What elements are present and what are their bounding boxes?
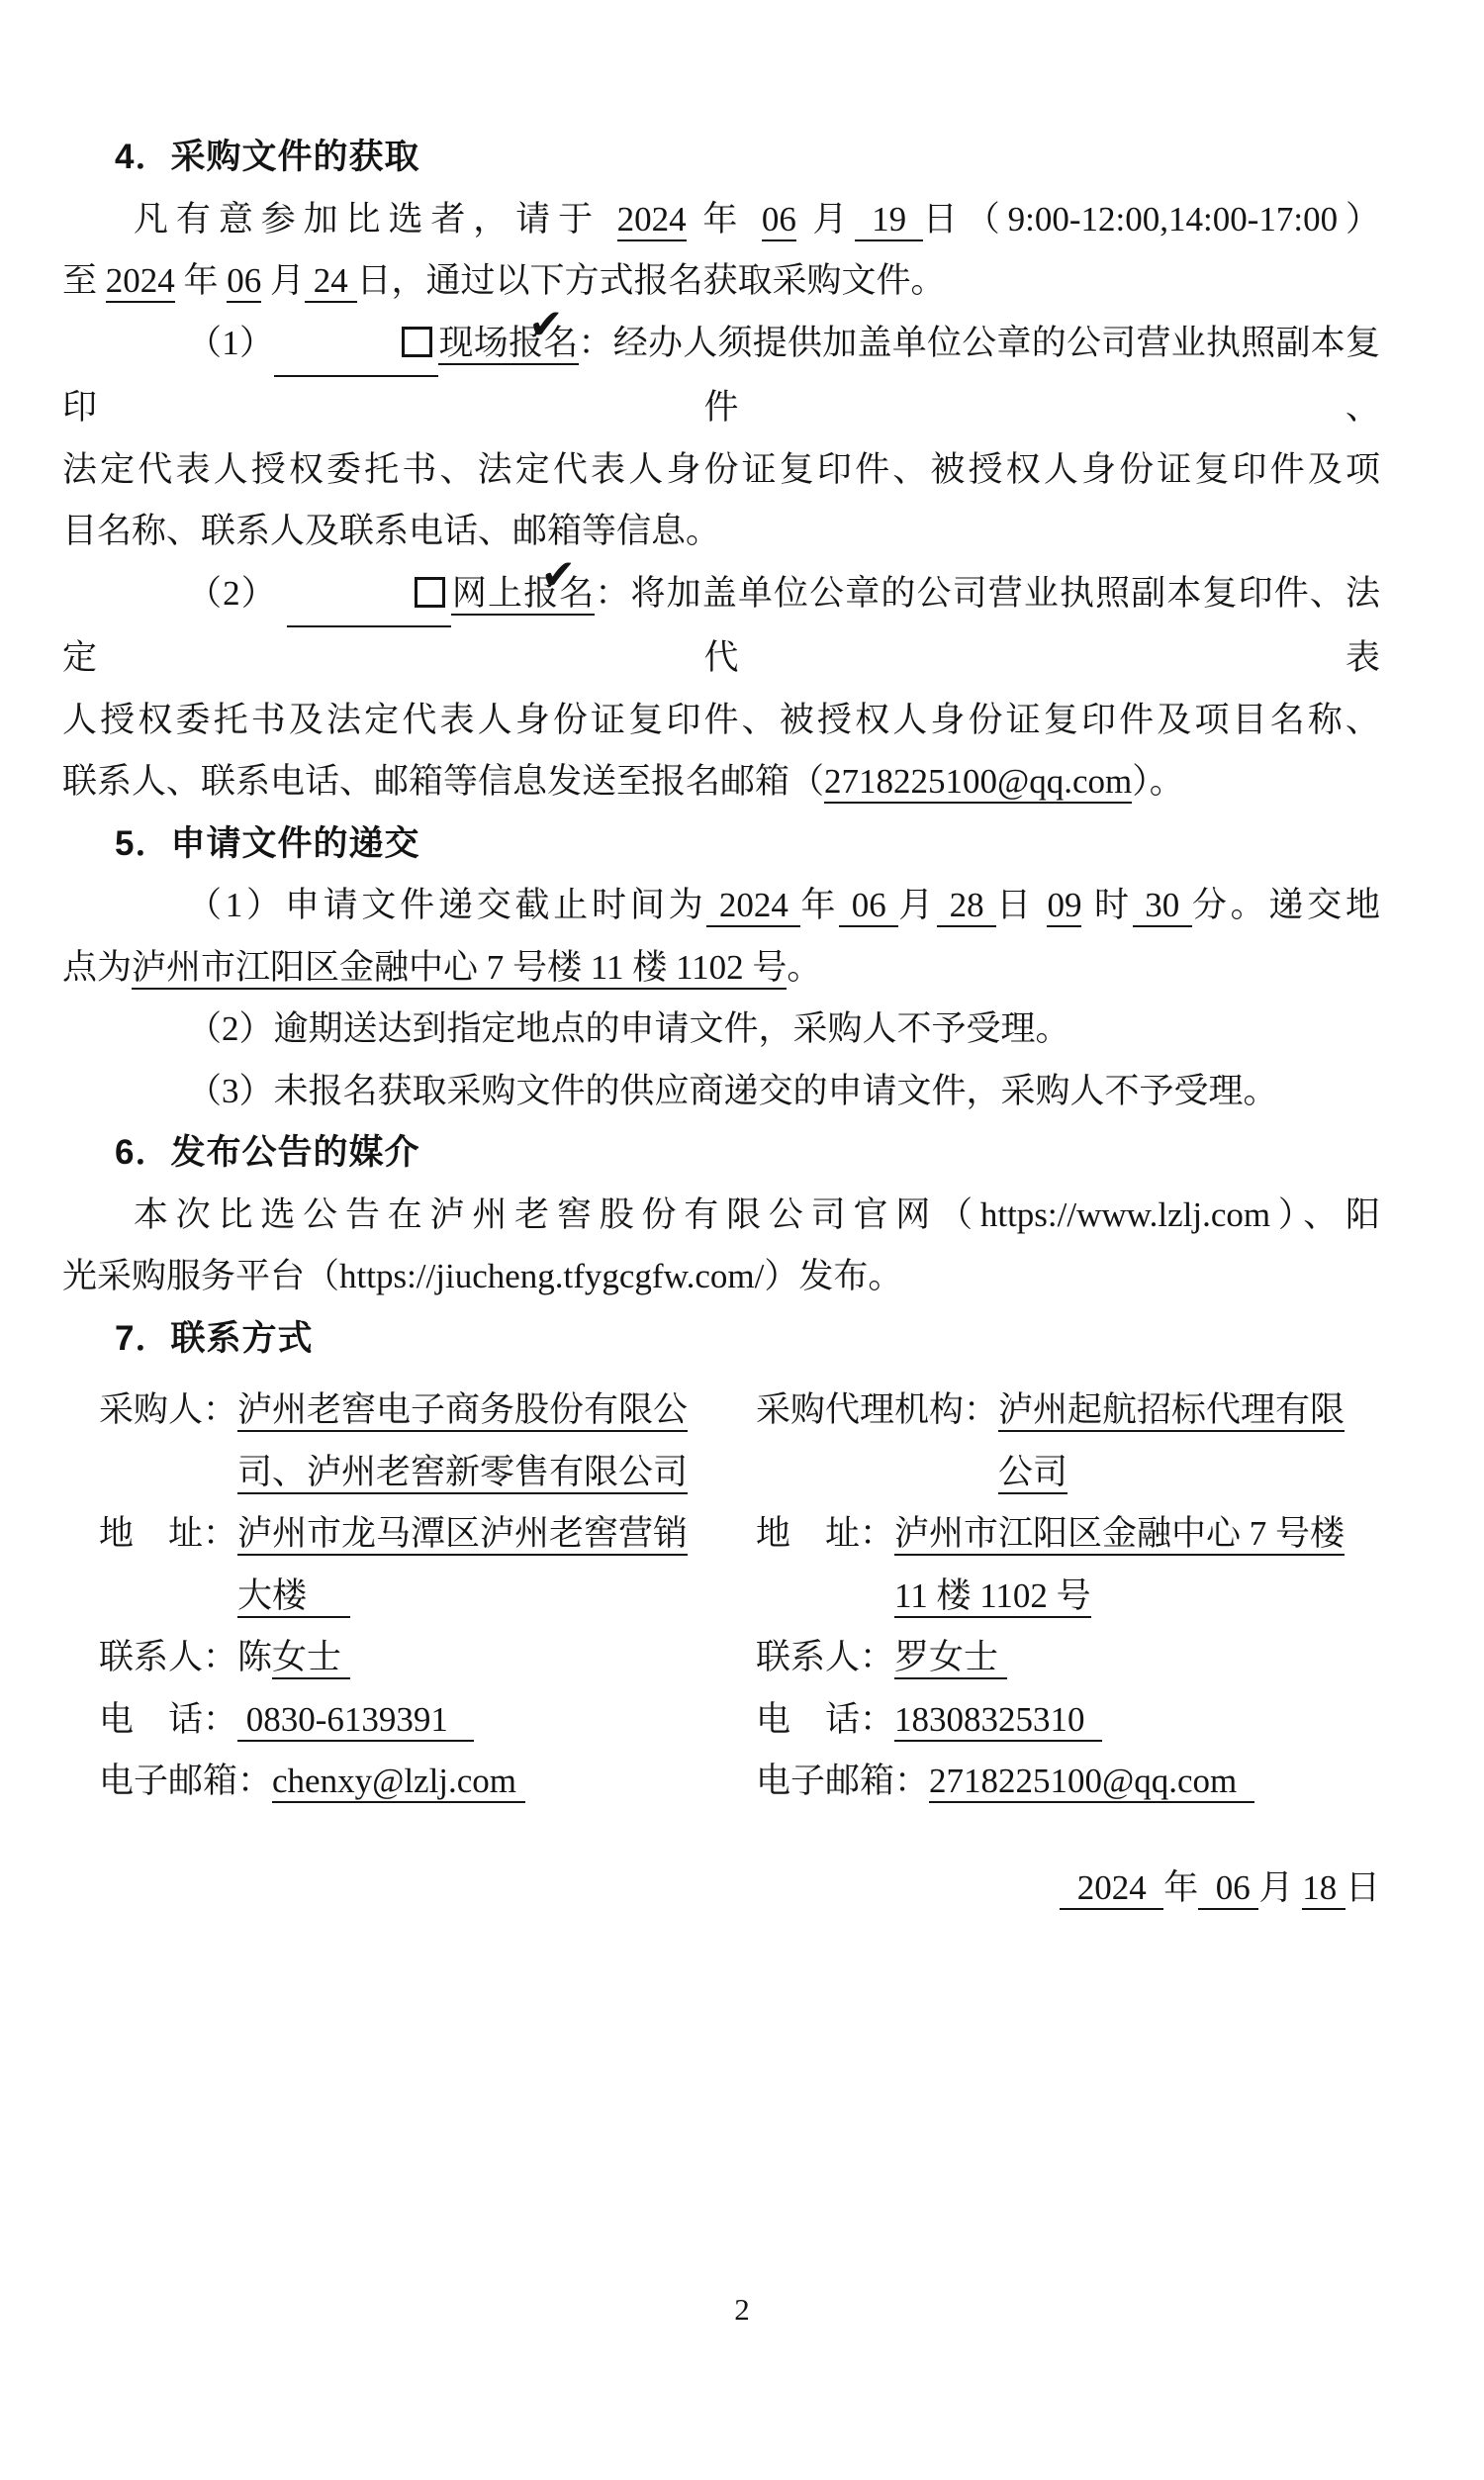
text-segment: 2718225100@qq.com <box>929 1762 1254 1803</box>
text-segment: 凡有意参加比选者，请于 <box>134 199 617 238</box>
text-segment: 联系人、联系电话、邮箱等信息发送至报名邮箱（ <box>62 762 825 801</box>
text-segment: 女士 <box>272 1638 350 1679</box>
text-segment: 目名称、联系人及联系电话、邮箱等信息。 <box>62 512 721 550</box>
text-segment: 月 <box>261 261 306 300</box>
contact-label: 地 址： <box>756 1514 895 1553</box>
text-segment: 司、泸州老窖新零售有限公司 <box>237 1453 688 1494</box>
doc-line <box>62 439 1380 502</box>
contact-value-line <box>237 1503 756 1566</box>
text-segment: 2024 <box>617 200 687 241</box>
text-segment: 7．联系方式 <box>115 1318 314 1358</box>
text-segment: 人授权委托书及法定代表人身份证复印件、被授权人身份证复印件及项目名称、 <box>62 700 1380 739</box>
text-segment: （2） <box>187 573 287 613</box>
doc-line <box>62 937 1380 1000</box>
checked-checkbox-icon <box>274 313 438 378</box>
contact-value-line <box>272 1751 756 1813</box>
text-segment: 11 楼 1102 号 <box>894 1576 1091 1618</box>
text-segment: 2024 <box>706 886 800 927</box>
contact-row <box>99 1380 756 1503</box>
contact-value-line <box>894 1566 1380 1628</box>
text-segment: 公司 <box>998 1453 1067 1494</box>
contact-value <box>237 1689 756 1752</box>
contact-value-line <box>237 1689 756 1752</box>
text-segment: 06 <box>227 261 261 303</box>
doc-line <box>62 690 1380 752</box>
text-segment: 月 <box>898 886 938 924</box>
doc-line <box>62 501 1380 563</box>
section-heading <box>62 127 1380 189</box>
text-segment: 陈 <box>237 1638 273 1676</box>
contact-value <box>894 1627 1380 1689</box>
text-segment: 09 <box>1047 886 1081 927</box>
text-segment: 0830-6139391 <box>237 1700 474 1742</box>
contact-label: 电 话： <box>756 1699 895 1739</box>
text-segment: 18 <box>1302 1868 1345 1910</box>
contact-value-line <box>237 1380 756 1442</box>
text-segment: 4．采购文件的获取 <box>115 138 420 176</box>
text-segment: 18308325310 <box>894 1700 1102 1742</box>
text-segment: 网上报名 <box>451 574 596 616</box>
text-segment: 法定代表人授权委托书、法定代表人身份证复印件、被授权人身份证复印件及项 <box>62 449 1380 489</box>
doc-line <box>62 250 1380 313</box>
text-segment: 年 <box>174 261 228 300</box>
contact-column-agency <box>756 1380 1380 1813</box>
contact-value-line <box>894 1627 1380 1689</box>
text-segment: （1） <box>187 323 275 362</box>
contact-value-line <box>237 1627 756 1689</box>
text-segment: 。 <box>787 947 822 987</box>
contact-row <box>756 1380 1380 1503</box>
contact-value <box>237 1503 756 1627</box>
text-segment: 2024 <box>1060 1868 1163 1910</box>
contact-value-line <box>237 1566 756 1628</box>
doc-line <box>62 1246 1380 1308</box>
doc-line <box>62 999 1380 1061</box>
text-segment: 日，通过以下方式报名获取采购文件。 <box>356 261 946 300</box>
contact-label: 采购人： <box>99 1390 238 1429</box>
section-heading <box>62 1122 1380 1185</box>
text-segment: 06 <box>839 886 898 927</box>
doc-line <box>62 1061 1380 1123</box>
document-body <box>62 127 1380 1370</box>
text-segment: 泸州市江阳区金融中心 7 号楼 <box>894 1514 1345 1556</box>
contact-label: 地 址： <box>99 1514 238 1553</box>
checked-checkbox-icon <box>287 563 451 628</box>
text-segment: 06 <box>1198 1868 1258 1910</box>
contact-info-grid <box>99 1380 1380 1813</box>
text-segment: 年 <box>1163 1867 1199 1907</box>
contact-value <box>929 1751 1380 1813</box>
contact-row <box>99 1627 756 1689</box>
page-number: 2 <box>734 2292 750 2327</box>
contact-value <box>272 1751 756 1813</box>
doc-line <box>62 1185 1380 1247</box>
contact-label: 联系人： <box>756 1638 895 1676</box>
contact-value-line <box>998 1380 1380 1442</box>
text-segment: 5．申请文件的递交 <box>115 823 420 863</box>
text-segment: 年 <box>800 886 840 924</box>
contact-value <box>894 1689 1380 1752</box>
text-segment: （3）未报名获取采购文件的供应商递交的申请文件，采购人不予受理。 <box>187 1071 1278 1110</box>
text-segment: （2）逾期送达到指定地点的申请文件，采购人不予受理。 <box>187 1009 1070 1048</box>
text-segment: 2718225100@qq.com <box>824 762 1132 804</box>
contact-value-line <box>894 1503 1380 1566</box>
contact-row <box>756 1751 1380 1813</box>
contact-value <box>998 1380 1380 1503</box>
text-segment: 28 <box>937 886 996 927</box>
contact-column-purchaser <box>99 1380 756 1813</box>
contact-label: 采购代理机构： <box>756 1390 999 1429</box>
text-segment: 泸州起航招标代理有限 <box>998 1390 1345 1432</box>
text-segment: 24 <box>305 261 357 303</box>
text-segment: chenxy@lzlj.com <box>272 1762 525 1803</box>
doc-line <box>62 189 1380 251</box>
contact-label: 电子邮箱： <box>99 1762 273 1800</box>
section-heading <box>62 813 1380 876</box>
text-segment: 至 <box>62 261 106 300</box>
contact-row <box>99 1503 756 1627</box>
text-segment: 本次比选公告在泸州老窖股份有限公司官网（https://www.lzlj.com）、阳 <box>134 1194 1380 1234</box>
contact-value <box>237 1627 756 1689</box>
text-segment: （1）申请文件递交截止时间为 <box>187 886 707 924</box>
section-heading <box>62 1308 1380 1371</box>
contact-value-line <box>929 1751 1380 1813</box>
text-segment: 分。递交地 <box>1191 886 1380 924</box>
contact-row <box>99 1689 756 1752</box>
text-segment: 罗女士 <box>894 1638 1007 1679</box>
text-segment: 月 <box>1258 1867 1303 1907</box>
contact-value <box>237 1380 756 1503</box>
contact-value-line <box>998 1442 1380 1504</box>
text-segment: 大楼 <box>237 1576 350 1618</box>
text-segment: 30 <box>1133 886 1192 927</box>
text-segment: 日（9:00-12:00,14:00-17:00） <box>922 199 1380 238</box>
checkbox-check-icon <box>415 577 445 608</box>
text-segment: ）。 <box>1132 762 1184 801</box>
contact-row <box>756 1503 1380 1627</box>
text-segment: 19 <box>855 200 922 241</box>
date-line <box>62 1858 1380 1920</box>
doc-line <box>62 313 1380 439</box>
doc-line <box>62 875 1380 937</box>
contact-row <box>756 1627 1380 1689</box>
text-segment: 年 <box>686 199 762 238</box>
doc-line <box>62 751 1380 813</box>
text-segment: 泸州市江阳区金融中心 7 号楼 11 楼 1102 号 <box>132 948 787 990</box>
contact-value-line <box>894 1689 1380 1752</box>
text-segment: 泸州市龙马潭区泸州老窖营销 <box>237 1514 688 1556</box>
text-segment: 时 <box>1081 886 1133 924</box>
text-segment: 2024 <box>106 261 175 303</box>
text-segment: 光采购服务平台（https://jiucheng.tfygcgfw.com/）发布。 <box>62 1257 903 1295</box>
contact-label: 电子邮箱： <box>756 1762 930 1800</box>
text-segment: 6．发布公告的媒介 <box>115 1133 420 1172</box>
text-segment: ：经办人须提供加盖单位公章的公司营业执照副本复印件、 <box>62 323 1380 427</box>
text-segment: 日 <box>996 886 1048 924</box>
text-segment: 日 <box>1345 1867 1380 1907</box>
contact-row <box>99 1751 756 1813</box>
text-segment: 月 <box>795 199 856 238</box>
text-segment: 现场报名 <box>438 324 578 365</box>
contact-label: 联系人： <box>99 1638 238 1676</box>
text-segment: 06 <box>762 200 796 241</box>
contact-value-line <box>237 1442 756 1504</box>
text-segment: 点为 <box>62 947 133 987</box>
checkbox-check-icon <box>402 327 432 357</box>
contact-row <box>756 1689 1380 1752</box>
text-segment: ：将加盖单位公章的公司营业执照副本复印件、法定代表 <box>62 573 1380 677</box>
doc-line <box>62 563 1380 690</box>
contact-value <box>894 1503 1380 1627</box>
text-segment: 泸州老窖电子商务股份有限公 <box>237 1390 688 1432</box>
contact-label: 电 话： <box>99 1699 238 1739</box>
